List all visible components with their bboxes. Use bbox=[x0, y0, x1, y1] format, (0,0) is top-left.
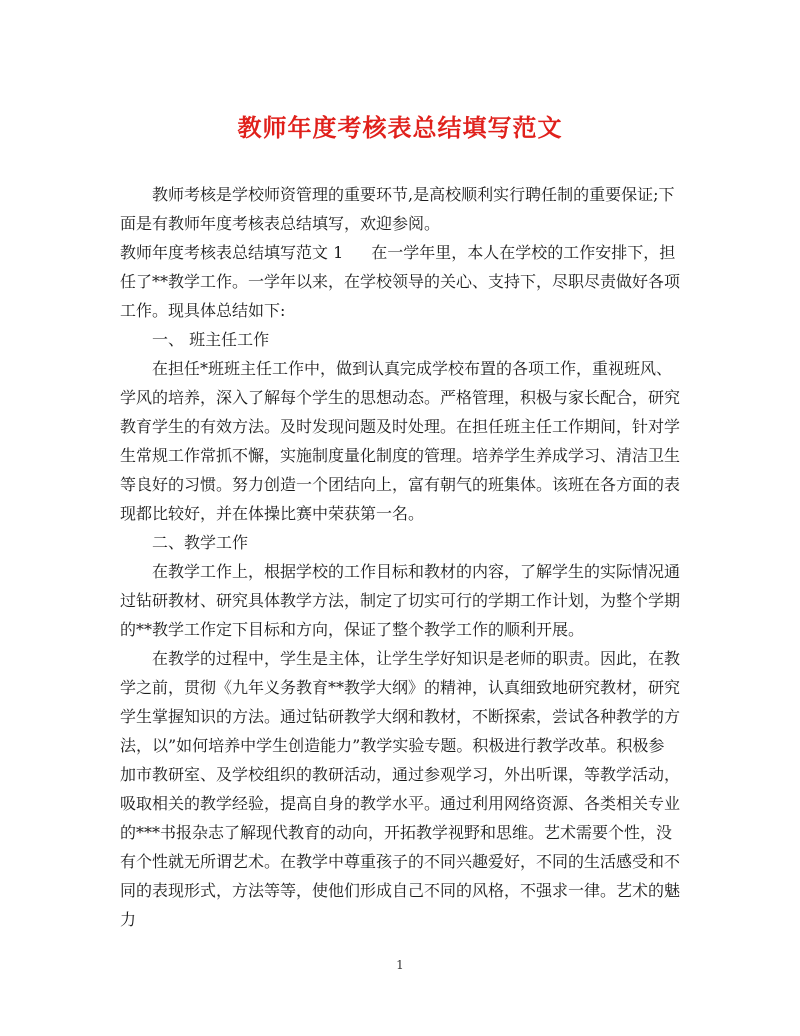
page-number: 1 bbox=[396, 958, 404, 972]
teaching-paragraph-1: 在教学工作上，根据学校的工作目标和教材的内容，了解学生的实际情况通过钻研教材、研究具体教学方法，制定了切实可行的学期工作计划，为整个学期的**教学工作定下目标和方向，保证了整个教学工作的顺利开展。 bbox=[120, 562, 681, 639]
intro-paragraph: 教师考核是学校师资管理的重要环节,是高校顺利实行聘任制的重要保证;下面是有教师年度考核表总结填写，欢迎参阅。 bbox=[120, 185, 675, 233]
document-body bbox=[120, 180, 680, 934]
section1-paragraph bbox=[120, 238, 680, 325]
teaching-paragraph-2: 在教学的过程中，学生是主体，让学生学好知识是老师的职责。因此，在教学之前，贯彻《九年义务教育**教学大纲》的精神，认真细致地研究教材，研究学生掌握知识的方法。通过钻研教学大纲和教材，不断探索，尝试各种教学的方法，以”如何培养中学生创造能力”教学实验专题。积极进行教学改革。积极参加市教研室、及学校组织的教研活动，通过参观学习，外出听课，等教学活动，吸取相关的教学经验，提高自身的教学水平。通过利用网络资源、各类相关专业的***书报杂志了解现代教育的动向，开拓教学视野和思维。艺术需要个性，没有个性就无所谓艺术。在教学中尊重孩子的不同兴趣爱好，不同的生活感受和不同的表现形式，方法等等，使他们形成自己不同的风格，不强求一律。艺术的魅力 bbox=[120, 649, 681, 929]
class-teacher-paragraph: 在担任*班班主任工作中，做到认真完成学校布置的各项工作，重视班风、学风的培养，深入了解每个学生的思想动态。严格管理，积极与家长配合，研究教育学生的有效方法。及时发现问题及时处理。在担任班主任工作期间，针对学生常规工作常抓不懈，实施制度量化制度的管理。培养学生养成学习、清洁卫生等良好的习惯。努力创造一个团结向上，富有朝气的班集体。该班在各方面的表现都比较好，并在体操比赛中荣获第一名。 bbox=[120, 359, 681, 523]
section1-text: 在一学年里，本人在学校的工作安排下，担任了**教学工作。一学年以来，在学校领导的关心、支持下，尽职尽责做好各项工作。现具体总结如下: bbox=[120, 243, 681, 320]
heading-class-teacher: 一、 班主任工作 bbox=[152, 330, 270, 349]
section1-label: 教师年度考核表总结填写范文 1 bbox=[120, 243, 344, 262]
heading-teaching: 二、教学工作 bbox=[152, 533, 249, 552]
document-title: 教师年度考核表总结填写范文 bbox=[237, 113, 563, 142]
